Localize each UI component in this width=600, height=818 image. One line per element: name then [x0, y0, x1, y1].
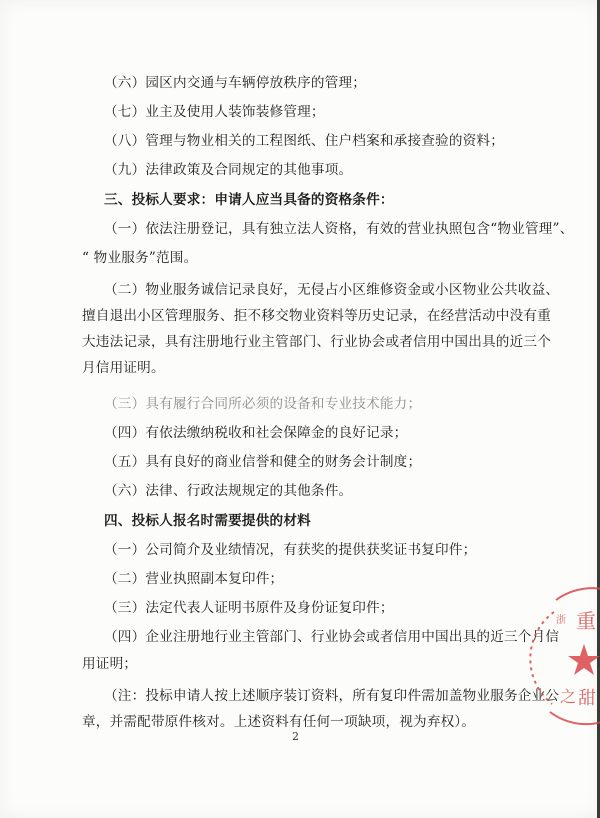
requirement-two-line2: 擅自退出小区管理服务、拒不移交物业资料等历史记录，在经营活动中没有重	[82, 308, 551, 324]
material-three: （三）法定代表人证明书原件及身份证复印件；	[104, 600, 394, 616]
note-line2: 章，并需配带原件核对。上述资料有任何一项缺项，视为弃权）。	[82, 714, 476, 730]
requirement-three: （三）具有履行合同所必须的设备和专业技术能力；	[104, 396, 422, 412]
material-four-line1: （四）企业注册地行业主管部门、行业协会或者信用中国出具的近三个月信	[104, 629, 560, 645]
requirement-four: （四）有依法缴纳税收和社会保障金的良好记录；	[104, 425, 408, 441]
stamp-char-top: 重	[576, 609, 596, 633]
requirement-one-line1: （一）依法注册登记，具有独立法人资格，有效的营业执照包含“物业管理”、	[104, 221, 574, 237]
requirement-two-line3: 大违法记录，具有注册地行业主管部门、行业协会或者信用中国出具的近三个	[82, 334, 551, 350]
section-four-heading: 四、投标人报名时需要提供的材料	[104, 513, 311, 529]
note-line1: （注：投标申请人按上述顺序装订资料，所有复印件需加盖物业服务企业公	[104, 688, 560, 704]
item-six-traffic: （六）园区内交通与车辆停放秩序的管理；	[104, 75, 367, 91]
requirement-two-line1: （二）物业服务诚信记录良好，无侵占小区维修资金或小区物业公共收益、	[104, 282, 560, 298]
red-seal-stamp	[548, 592, 600, 722]
item-seven-decoration: （七）业主及使用人装饰装修管理；	[104, 104, 325, 120]
svg-text:浙: 浙	[556, 615, 566, 626]
section-three-heading: 三、投标人要求：申请人应当具备的资格条件：	[104, 192, 394, 208]
requirement-two-line4: 月信用证明。	[82, 360, 165, 376]
material-four-line2: 用证明；	[82, 656, 138, 672]
requirement-six: （六）法律、行政法规规定的其他条件。	[104, 483, 353, 499]
requirement-one-line2: “ 物业服务”范围。	[82, 250, 198, 266]
material-two: （二）营业执照副本复印件；	[104, 571, 284, 587]
page-number: 2	[292, 730, 299, 743]
item-nine-other: （九）法律政策及合同规定的其他事项。	[104, 162, 353, 178]
requirement-five: （五）具有良好的商业信誉和健全的财务会计制度；	[104, 454, 422, 470]
stamp-char-bottom-right: 甜	[578, 688, 596, 709]
item-eight-archives: （八）管理与物业相关的工程图纸、住户档案和承接查验的资料；	[104, 133, 505, 149]
stamp-char-bottom-left: 之	[560, 687, 577, 706]
material-one: （一）公司简介及业绩情况，有获奖的提供获奖证书复印件；	[104, 542, 477, 558]
